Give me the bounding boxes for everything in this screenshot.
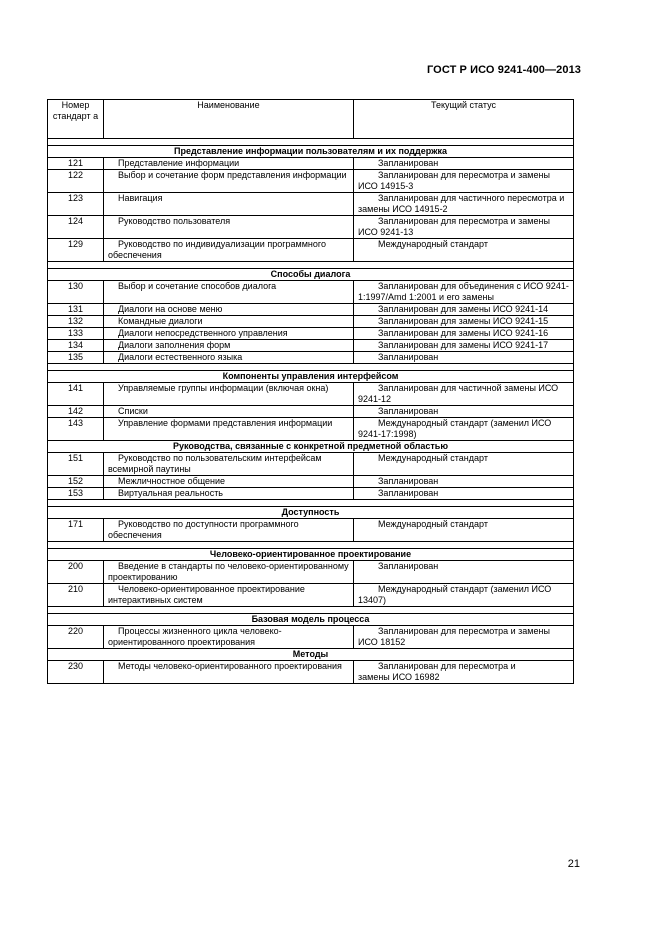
- table-row: [48, 239, 574, 262]
- section-header: [48, 441, 574, 453]
- section-title: Компоненты управления интерфейсом: [48, 371, 574, 383]
- table-row: [48, 316, 574, 328]
- table-row: [48, 561, 574, 584]
- section-title: Доступность: [48, 507, 574, 519]
- status-cell: Международный стандарт: [354, 453, 574, 476]
- spacer-row: [48, 262, 574, 269]
- table-row: [48, 304, 574, 316]
- table-header-row: [48, 100, 574, 139]
- standard-name-cell: Диалоги непосредственного управления: [104, 328, 354, 340]
- status-cell: Запланирован для частичной замены ИСО 9241-12: [354, 383, 574, 406]
- table-row: [48, 661, 574, 684]
- standard-number-cell: 133: [48, 328, 104, 340]
- standard-name-cell: Межличностное общение: [104, 476, 354, 488]
- standard-number-cell: 151: [48, 453, 104, 476]
- standard-number-cell: 124: [48, 216, 104, 239]
- spacer-row: [48, 500, 574, 507]
- standard-number-cell: 132: [48, 316, 104, 328]
- standard-name-cell: Руководство по пользовательским интерфейсам всемирной паутины: [104, 453, 354, 476]
- section-header: [48, 371, 574, 383]
- spacer-row: [48, 364, 574, 371]
- standard-number-cell: 142: [48, 406, 104, 418]
- table-row: [48, 352, 574, 364]
- status-cell: Запланирован: [354, 406, 574, 418]
- status-cell: Запланирован: [354, 488, 574, 500]
- standard-number-cell: 153: [48, 488, 104, 500]
- standard-name-cell: Диалоги на основе меню: [104, 304, 354, 316]
- standard-number-cell: 141: [48, 383, 104, 406]
- standard-name-cell: Управление формами представления информации: [104, 418, 354, 441]
- standard-name-cell: Управляемые группы информации (включая окна): [104, 383, 354, 406]
- table-row: [48, 476, 574, 488]
- status-cell: Запланирован: [354, 352, 574, 364]
- status-cell: Запланирован для замены ИСО 9241-16: [354, 328, 574, 340]
- table-row: [48, 328, 574, 340]
- section-title: Человеко-ориентированное проектирование: [48, 549, 574, 561]
- status-cell: Запланирован: [354, 476, 574, 488]
- status-cell: Запланирован для объединения с ИСО 9241-1:1997/Amd 1:2001 и его замены: [354, 281, 574, 304]
- standard-name-cell: Человеко-ориентированное проектирование интерактивных систем: [104, 584, 354, 607]
- standard-number-cell: 200: [48, 561, 104, 584]
- section-title: Представление информации пользователям и их поддержка: [48, 146, 574, 158]
- standard-name-cell: Процессы жизненного цикла человеко-ориентированного проектирования: [104, 626, 354, 649]
- standard-name-cell: Командные диалоги: [104, 316, 354, 328]
- status-line: Запланирован для пересмотра и: [378, 661, 516, 671]
- section-header: [48, 146, 574, 158]
- page-number: 21: [567, 858, 580, 870]
- standard-name-cell: Выбор и сочетание форм представления информации: [104, 170, 354, 193]
- table-row: [48, 488, 574, 500]
- table-row: [48, 216, 574, 239]
- standard-name-cell: Навигация: [104, 193, 354, 216]
- standard-number-cell: 210: [48, 584, 104, 607]
- standard-number-cell: 130: [48, 281, 104, 304]
- status-cell: Запланирован для пересмотра и замены ИСО 14915-3: [354, 170, 574, 193]
- table-row: [48, 418, 574, 441]
- standards-table: [47, 99, 574, 684]
- table-row: [48, 281, 574, 304]
- spacer-row: [48, 607, 574, 614]
- standard-number-cell: 135: [48, 352, 104, 364]
- standard-name-cell: Представление информации: [104, 158, 354, 170]
- standard-number-cell: 143: [48, 418, 104, 441]
- status-cell: Запланирован для замены ИСО 9241-17: [354, 340, 574, 352]
- status-line: замены ИСО 16982: [358, 672, 440, 682]
- section-header: [48, 549, 574, 561]
- standard-name-cell: Диалоги естественного языка: [104, 352, 354, 364]
- standard-number-cell: 129: [48, 239, 104, 262]
- standard-number-cell: 171: [48, 519, 104, 542]
- spacer-row: [48, 542, 574, 549]
- section-header: [48, 269, 574, 281]
- status-cell: Запланирован: [354, 158, 574, 170]
- standard-name-cell: Руководство по доступности программного обеспечения: [104, 519, 354, 542]
- status-cell: [354, 661, 574, 684]
- col-header-number: Номер стандарт а: [48, 100, 104, 139]
- standard-number-cell: 134: [48, 340, 104, 352]
- table-row: [48, 193, 574, 216]
- section-header: [48, 507, 574, 519]
- section-title: Базовая модель процесса: [48, 614, 574, 626]
- status-cell: Запланирован для замены ИСО 9241-15: [354, 316, 574, 328]
- table-row: [48, 519, 574, 542]
- standard-name-cell: Руководство пользователя: [104, 216, 354, 239]
- standard-name-cell: Руководство по индивидуализации программного обеспечения: [104, 239, 354, 262]
- table-row: [48, 626, 574, 649]
- section-title: Руководства, связанные с конкретной предметной областью: [48, 441, 574, 453]
- table-row: [48, 453, 574, 476]
- status-cell: Запланирован для пересмотра и замены ИСО 18152: [354, 626, 574, 649]
- standard-number-cell: 122: [48, 170, 104, 193]
- standard-name-cell: Списки: [104, 406, 354, 418]
- section-header: [48, 614, 574, 626]
- status-cell: Международный стандарт (заменил ИСО 13407): [354, 584, 574, 607]
- standard-number-cell: 220: [48, 626, 104, 649]
- table-row: [48, 383, 574, 406]
- standard-name-cell: Введение в стандарты по человеко-ориентированному проектированию: [104, 561, 354, 584]
- standard-number-cell: 121: [48, 158, 104, 170]
- table-row: [48, 158, 574, 170]
- section-title: Способы диалога: [48, 269, 574, 281]
- status-cell: Запланирован для частичного пересмотра и замены ИСО 14915-2: [354, 193, 574, 216]
- status-cell: Международный стандарт: [354, 519, 574, 542]
- standard-number-cell: 152: [48, 476, 104, 488]
- standard-name-cell: Методы человеко-ориентированного проектирования: [104, 661, 354, 684]
- document-header: ГОСТ Р ИСО 9241-400—2013: [426, 64, 581, 76]
- standard-name-cell: Виртуальная реальность: [104, 488, 354, 500]
- standard-number-cell: 131: [48, 304, 104, 316]
- table-row: [48, 170, 574, 193]
- status-cell: Запланирован: [354, 561, 574, 584]
- status-cell: Запланирован для пересмотра и замены ИСО 9241-13: [354, 216, 574, 239]
- spacer-row: [48, 139, 574, 146]
- table-row: [48, 406, 574, 418]
- col-header-name: Наименование: [104, 100, 354, 139]
- section-title: Методы: [48, 649, 574, 661]
- standard-number-cell: 123: [48, 193, 104, 216]
- status-cell: Запланирован для замены ИСО 9241-14: [354, 304, 574, 316]
- status-cell: Международный стандарт (заменил ИСО 9241-17:1998): [354, 418, 574, 441]
- section-header: [48, 649, 574, 661]
- table-row: [48, 340, 574, 352]
- table-row: [48, 584, 574, 607]
- col-header-status: Текущий статус: [354, 100, 574, 139]
- standard-name-cell: Диалоги заполнения форм: [104, 340, 354, 352]
- standard-name-cell: Выбор и сочетание способов диалога: [104, 281, 354, 304]
- standard-number-cell: 230: [48, 661, 104, 684]
- status-cell: Международный стандарт: [354, 239, 574, 262]
